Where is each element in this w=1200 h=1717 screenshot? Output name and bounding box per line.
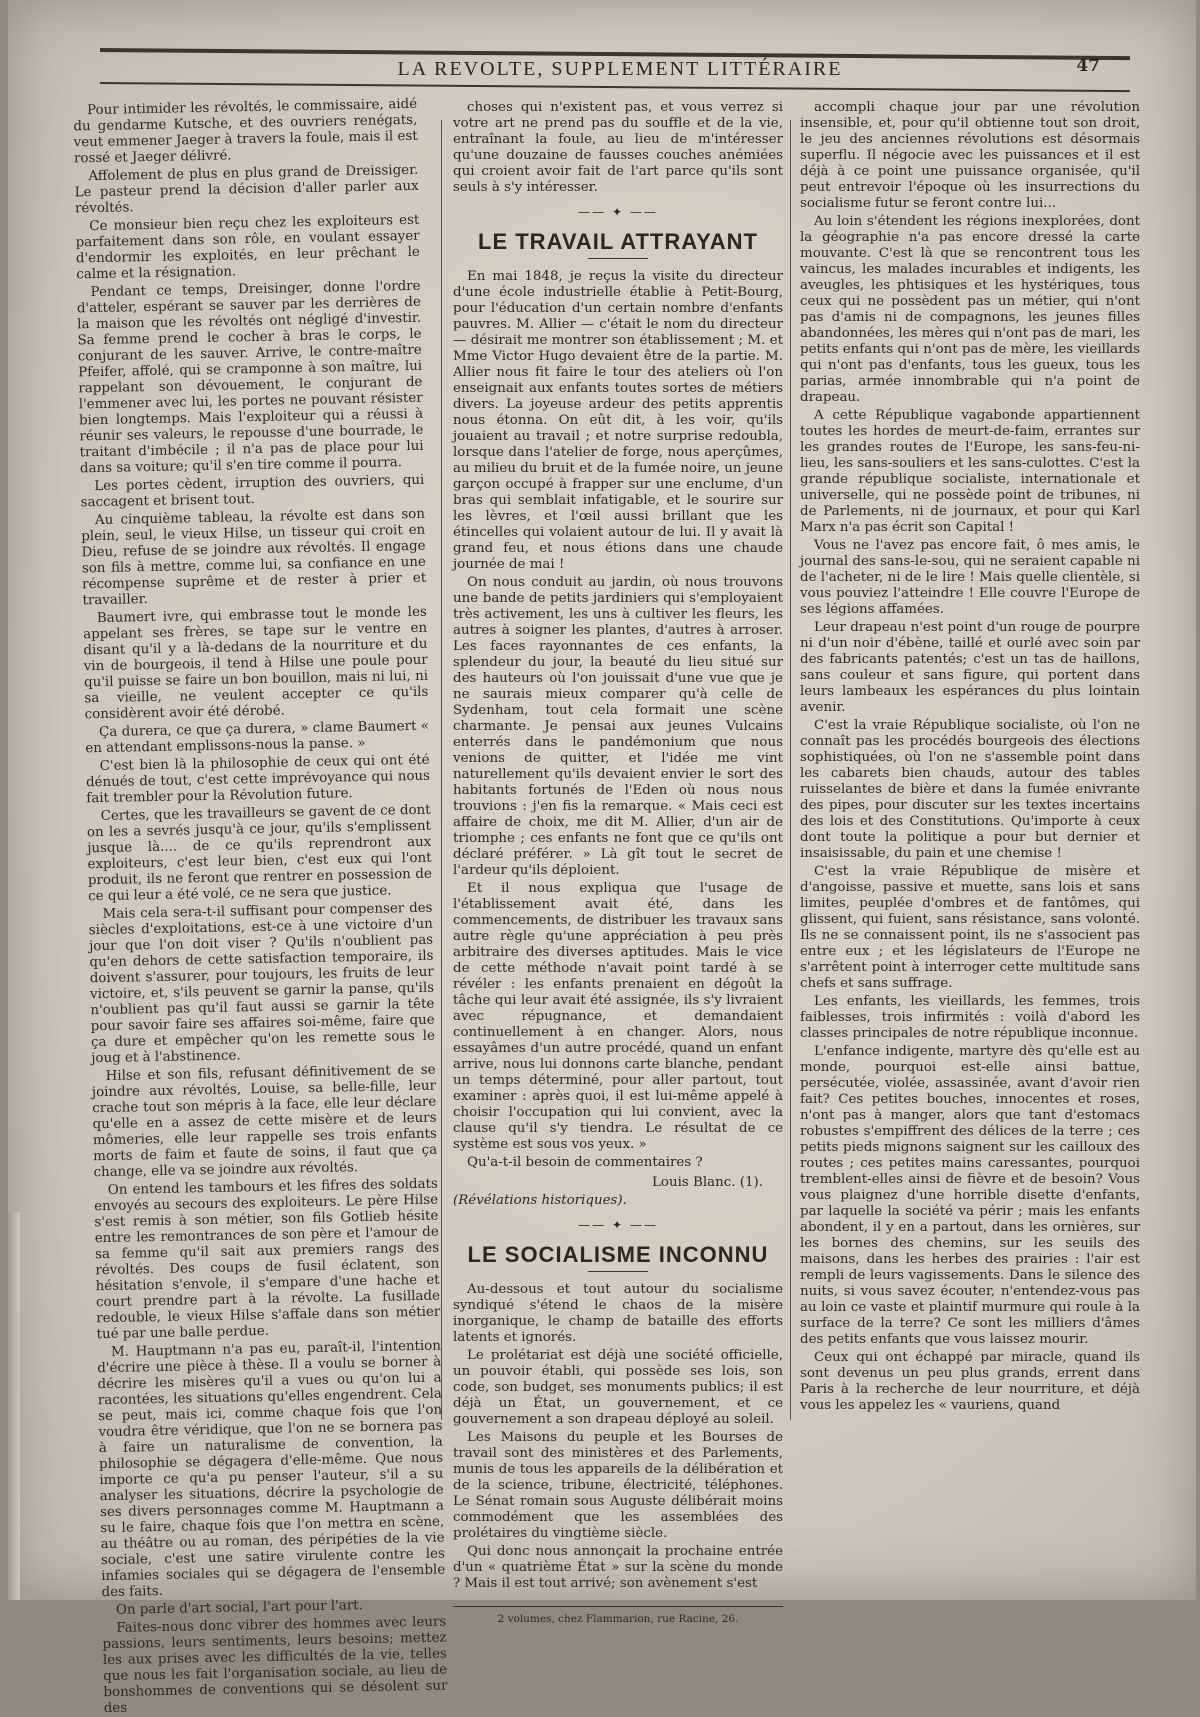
paragraph: On entend les tambours et les fifres des soldats envoyés au secours des exploiteurs. Le père Hilse s'est remis à son métier, son fils Gotlieb hésite entre les remontrances de son père et l'amour de sa femme qu'il sait aux premiers rangs des révoltés. Des coups de fusil éclatent, son hésitation s'envole, il s'empare d'une hache et court prendre part à la révolte. La fusillade redouble, le vieux Hilse s'affale dans son métier tué par une balle perdue. <box>94 1176 441 1343</box>
column-middle-intro: choses qui n'existent pas, et vous verrez si votre art ne prend pas du souffle et de la vie, entraînant la foule, au lieu de m'intéresser qu'une douzaine de fausses couches anémiées qui croient avoir fait de l'art parce qu'ils sont seuls à s'y intéresser. <box>453 100 783 195</box>
paragraph: On nous conduit au jardin, où nous trouvons une bande de petits jardiniers qui s'employaient très activement, les uns à cultiver les fleurs, les autres à soigner les plantes, d'autres à arroser. Les faces rayonnantes de ces enfants, la splendeur du jour, la beauté du lieu situé sur des hauteurs où l'on jouissait d'une vue que je ne saurais mieux comparer qu'à celle de Sydenham, tout cela formait une scène charmante. Je pensai aux jeunes Vulcains enterrés dans le pandémonium que nous venions de quitter, et l'idée me vint naturellement qu'ils devaient envier le sort des habitants fortunés de l'Eden où nous nous trouvions : j'en fis la remarque. « Mais ceci est affaire de choix, me dit M. Allier, d'un air de triomphe ; ces enfants ne font que ce qu'ils ont déclaré préférer. » Là gît tout le secret de l'ardeur qu'ils déploient. <box>453 575 783 878</box>
page-fold <box>8 1212 20 1600</box>
section-title-socialisme-inconnu: LE SOCIALISME INCONNU <box>467 1242 769 1267</box>
paragraph: A cette République vagabonde appartiennent toutes les hordes de meurt-de-faim, errantes sur les grandes routes de l'Europe, les sans-feu-ni-lieu, les sans-souliers et les sans-culottes. C'est la grande république socialiste, internationale et universelle, qui ne possède point de tribunes, ni de Parlements, ni de journaux, et pour qui Karl Marx n'a pas écrit son Capital ! <box>800 408 1140 535</box>
column-middle <box>453 100 783 1625</box>
article-travail-attrayant <box>453 269 783 1171</box>
paragraph: Pendant ce temps, Dreisinger, donne l'ordre d'atteler, espérant se sauver par les derrières de la maison que les révoltés ont négligé d'investir. Sa femme prend le cocher à bras le corps, le conjurant de les sauver. Arrive, le contre-maître Pfeifer, affolé, qui se cramponne à son maître, lui rappelant son dévouement, le conjurant de l'emmener avec lui, les portes ne pouvant résister bien longtemps. Mais l'exploiteur qui a réussi à réunir ses valeurs, le repousse d'une bourrade, le traitant d'imbécile ; il n'a pas de place pour lui dans sa voiture; qu'il s'en tire comme il pourra. <box>76 278 424 477</box>
paragraph: Hilse et son fils, refusant définitivement de se joindre aux révoltés, Louise, sa belle-fille, leur crache tout son mépris à la face, elle leur déclare qu'elle en a assez de cette misère et de leurs mômeries, elle leur rappelle ses trois enfants morts de faim et faute de soins, il faut que ça change, elle va se joindre aux révoltés. <box>91 1062 438 1181</box>
section-ornament: —— ✦ —— <box>578 205 658 219</box>
paragraph: Baumert ivre, qui embrasse tout le monde les appelant ses frères, se tape sur le ventre en disant qu'il y a là-dedans de la nourriture et du vin de bourgeois, il tend à Hilse une poule pour qu'il puisse se faire un bon bouillon, mais ni lui, ni sa vieille, ne veulent accepter ce qu'ils considèrent avoir été dérobé. <box>83 604 429 723</box>
paragraph: Au loin s'étendent les régions inexplorées, dont la géographie n'a pas encore dressé la carte mouvante. C'est là que se rencontrent tous les vaincus, les malades incurables et indigents, les aveugles, les phtisiques et les hystériques, tous ceux qui ne possèdent pas un métier, qui n'ont pas d'amis ni de compagnons, les jeunes filles abandonnées, les mères qui n'ont pas de mari, les petits enfants qui n'ont pas de mère, les vieillards qui n'ont pas d'enfants, tous les gueux, tous les parias, armée innombrable qui n'a point de drapeau. <box>800 214 1140 405</box>
title-rule-2 <box>588 1271 648 1272</box>
paragraph: Au cinquième tableau, la révolte est dans son plein, seul, le vieux Hilse, un tisseur qui croit en Dieu, refuse de se joindre aux révoltés. Il engage son fils à mettre, comme lui, sa confiance en une récompense suprême et de rester à prier et travailler. <box>81 506 427 609</box>
title-rule <box>588 258 648 259</box>
paragraph: Au-dessous et tout autour du socialisme syndiqué s'étend le chaos de la misère inorganique, le champ de bataille des efforts latents et ignorés. <box>453 1282 783 1345</box>
paragraph: Ceux qui ont échappé par miracle, quand ils sont devenus un peu plus grands, errent dans Paris à la recherche de leur nourriture, et déjà vous les appelez les « vauriens, quand <box>800 1350 1140 1413</box>
column-divider-2 <box>790 120 791 1420</box>
paragraph: Et il nous expliqua que l'usage de l'établissement avait été, dans les commencements, de distribuer les travaux sans autre règle qu'une appréciation à peu près arbitraire des diverses aptitudes. Mais le vice de cette méthode n'avait point tardé à se révéler : les enfants prenaient en dégoût la tâche qui leur avait été assignée, ils s'y livraient avec répugnance, et demandaient continuellement à en changer. Alors, nous essayâmes d'un autre procédé, quand un enfant arrive, nous lui donnons carte blanche, pendant un temps déterminé, pour aller partout, tout examiner : après quoi, il est lui-même appelé à choisir l'occupation qui lui convient, avec la clause qu'il s'y tiendra. Le résultat de ce système est sous vos yeux. » <box>453 881 783 1152</box>
column-right <box>800 100 1140 1460</box>
paragraph: Mais cela sera-t-il suffisant pour compenser des siècles d'exploitations, est-ce à une victoire d'un jour que l'on doit viser ? Qu'ils n'oublient pas qu'en dehors de cette satisfaction temporaire, ils doivent s'assurer, pour toujours, les fruits de leur victoire, et, s'ils peuvent se garnir la panse, qu'ils n'oublient pas qu'il faut aussi se garnir la tête pour savoir faire ses affaires soi-même, faire que ça dure et empêcher qu'on les remette sous le joug et à l'abstinence. <box>88 900 436 1067</box>
article-signature: Louis Blanc. (1). <box>652 1175 763 1190</box>
paragraph: Les enfants, les vieillards, les femmes, trois faiblesses, trois infirmités : voilà d'abord les classes principales de notre république inconnue. <box>800 994 1140 1041</box>
paragraph: On parle d'art social, l'art pour l'art. <box>115 1598 363 1618</box>
section-title-travail-attrayant: LE TRAVAIL ATTRAYANT <box>478 229 758 254</box>
page-number: 47 <box>1076 56 1100 76</box>
article-source: (Révélations historiques). <box>453 1193 627 1208</box>
paragraph: En mai 1848, je reçus la visite du directeur d'une école industrielle établie à Petit-Bourg, pour l'éducation d'un certain nombre d'enfants pauvres. M. Allier — c'était le nom du directeur — désirait me montrer son établissement ; M. et Mme Victor Hugo devaient être de la partie. M. Allier nous fit faire le tour des ateliers où l'on enseignait aux enfants toutes sortes de métiers divers. La joyeuse ardeur des petits apprentis nous étonna. On eût dit, à les voir, qu'ils jouaient au travail ; et notre surprise redoubla, lorsque dans l'atelier de forge, nous aperçûmes, au milieu du bruit et de la fumée noire, un jeune garçon occupé à frapper sur une enclume, d'un bras qui semblait infatigable, et le sourire sur les lèvres, et l'œil aussi brillant que les étincelles qui volaient autour de lui. Il y avait là grand feu, et nous étions dans une chaude journée de mai ! <box>453 269 783 572</box>
paragraph: L'enfance indigente, martyre dès qu'elle est au monde, pourquoi est-elle ainsi battue, persécutée, violée, assassinée, avant d'avoir rien fait? Ces petites bouches, innocentes et roses, n'ont pas à manger, alors que tant d'estomacs robustes s'empiffrent des délices de la terre ; ces petits pieds mignons saignent sur les cailloux des routes ; ces petites mains caressantes, pourquoi tremblent-elles ainsi de fièvre et de besoin? Vous vous plaignez d'une horrible disette d'enfants, par laquelle la société va périr ; mais les enfants abondent, il y en a partout, dans les ornières, sur les bornes des chemins, sur les seuils des maisons, dans les herbes des prairies : l'air est rempli de leurs vagissements. Dans le silence des nuits, si vous savez écouter, n'entendez-vous pas au loin ce vaste et plaintif murmure qui roule à la surface de la terre? Ce sont les milliers d'âmes des petits enfants que vous laissez mourir. <box>800 1044 1140 1347</box>
paragraph: Leur drapeau n'est point d'un rouge de pourpre ni d'un noir d'ébène, taillé et ourlé avec soin par des fabricants patentés; c'est un tas de haillons, sans couleur et sans figure, qui portent dans leurs lambeaux les espérances du plus lointain avenir. <box>800 620 1140 715</box>
paragraph: C'est la vraie République de misère et d'angoisse, passive et muette, sans lois et sans limites, peuplée d'ombres et de fantômes, qui glissent, qui fuient, sans résistance, sans volonté. Ils ne se connaissent point, ils ne s'associent pas entre eux ; et les législateurs de l'Europe ne s'arrêtent point à interroger cette multitude sans chefs et sans suffrage. <box>800 864 1140 991</box>
header-rule-bottom <box>100 82 1130 92</box>
paragraph: Les Maisons du peuple et les Bourses de travail sont des ministères et des Parlements, munis de tous les appareils de la délibération et de la science, tribune, électricité, téléphones. Le Sénat romain sous Auguste délibérait moins commodément que les assemblées des prolétaires du vingtième siècle. <box>453 1430 783 1541</box>
column-left <box>73 96 448 1717</box>
paragraph: Ce monsieur bien reçu chez les exploiteurs est parfaitement dans son rôle, en voulant essayer d'endormir les exploités, en leur prêchant le calme et la résignation. <box>75 212 421 283</box>
paragraph: Pour intimider les révoltés, le commissaire, aidé du gendarme Kutsche, et des ouvriers renégats, veut emmener Jaeger à travers la foule, mais il est rossé et Jaeger délivré. <box>73 96 418 167</box>
footnote: 2 volumes, chez Flammarion, rue Racine, 26. <box>453 1606 783 1627</box>
paragraph: Vous ne l'avez pas encore fait, ô mes amis, le journal des sans-le-sou, qui ne seraient capable ni de l'acheter, ni de le lire ! Mais quelle clientèle, si vous pouviez l'atteindre ! Elle couvre l'Europe de ses légions affamées. <box>800 538 1140 617</box>
paragraph: C'est la vraie République socialiste, où l'on ne connaît pas les procédés bourgeois des élections sophistiquées, où l'on ne s'assemble point dans les cabarets bien chauds, autour des tables ruisselantes de bière et dans la fumée enivrante des pipes, pour discuter sur les textes incertains des lois et des Constitutions. Qu'importe à ceux dont toute la politique a pour but dernier et insaisissable, du pain et une chemise ! <box>800 718 1140 861</box>
paragraph: Les portes cèdent, irruption des ouvriers, qui saccagent et brisent tout. <box>80 472 425 511</box>
newspaper-title: LA REVOLTE, SUPPLEMENT LITTÉRAIRE <box>397 58 843 80</box>
page-header <box>100 48 1130 90</box>
section-ornament-2: —— ✦ —— <box>578 1218 658 1232</box>
paragraph: accompli chaque jour par une révolution insensible, et, pour qu'il obtienne tout son droit, le jeu des anciennes révolutions est désormais superflu. Il négocie avec les puissances et il est déjà à ce point une puissance organisée, qu'il peut entrevoir l'époque où les insurrections du socialisme futur se feront contre lui... <box>800 100 1140 211</box>
article-socialisme-inconnu <box>453 1282 783 1592</box>
paragraph: Certes, que les travailleurs se gavent de ce dont on les a sevrés jusqu'à ce jour, qu'ils s'emplissent jusque là.... de ce qu'ils reprendront aux exploiteurs, c'est leur bien, c'est eux qui l'ont produit, ils ne feront que rentrer en possession de ce qui leur a été volé, ce ne sera que justice. <box>86 802 432 905</box>
paragraph: Qu'a-t-il besoin de commentaires ? <box>467 1155 703 1170</box>
column-divider-1 <box>441 120 442 1420</box>
paragraph: C'est bien là la philosophie de ceux qui ont été dénués de tout, c'est cette imprévoyance qui nous fait trembler pour la Révolution future. <box>85 752 431 807</box>
paragraph: Faites-nous donc vibrer des hommes avec leurs passions, leurs sentiments, leurs besoins; mettez les aux prises avec les difficultés de la vie, telles que nous les fait l'organisation sociale, au lieu de bonshommes de conventions qui se désolent sur des <box>102 1614 448 1717</box>
paragraph: Le prolétariat est déjà une société officielle, un pouvoir établi, qui possède ses lois, son code, son budget, ses monuments publics; il est déjà un État, un gouvernement, et ce gouvernement a son drapeau déployé au soleil. <box>453 1348 783 1427</box>
paragraph: Qui donc nous annonçait la prochaine entrée d'un « quatrième État » sur la scène du monde ? Mais il est tout arrivé; son avènement s'est <box>453 1544 783 1591</box>
newspaper-page <box>8 0 1196 1717</box>
paragraph: Affolement de plus en plus grand de Dreissiger. Le pasteur prend la décision d'aller parler aux révoltés. <box>74 162 419 217</box>
paragraph: M. Hauptmann n'a pas eu, paraît-il, l'intention d'écrire une pièce à thèse. Il a voulu se borner à décrire les misères qu'il a vues ou qu'on lui a racontées, les situations qu'elles engendrent. Cela se peut, mais ici, comme chaque fois que l'on voudra être véridique, que l'on ne se bornera pas à faire un naturalisme de convention, la philosophie se dégagera d'elle-même. Que nous importe ce qu'a pu penser l'auteur, s'il a su analyser les situations, décrire la psychologie de ses divers personnages comme M. Hauptmann a su le faire, chaque fois que l'on mettra en scène, au théâtre ou au roman, des péripéties de la vie sociale, c'est une satire virulente contre les infamies sociales qui se dégagera de l'ensemble des faits. <box>97 1338 446 1601</box>
paragraph: Ça durera, ce que ça durera, » clame Baumert « en attendant emplissons-nous la panse. » <box>85 718 430 757</box>
